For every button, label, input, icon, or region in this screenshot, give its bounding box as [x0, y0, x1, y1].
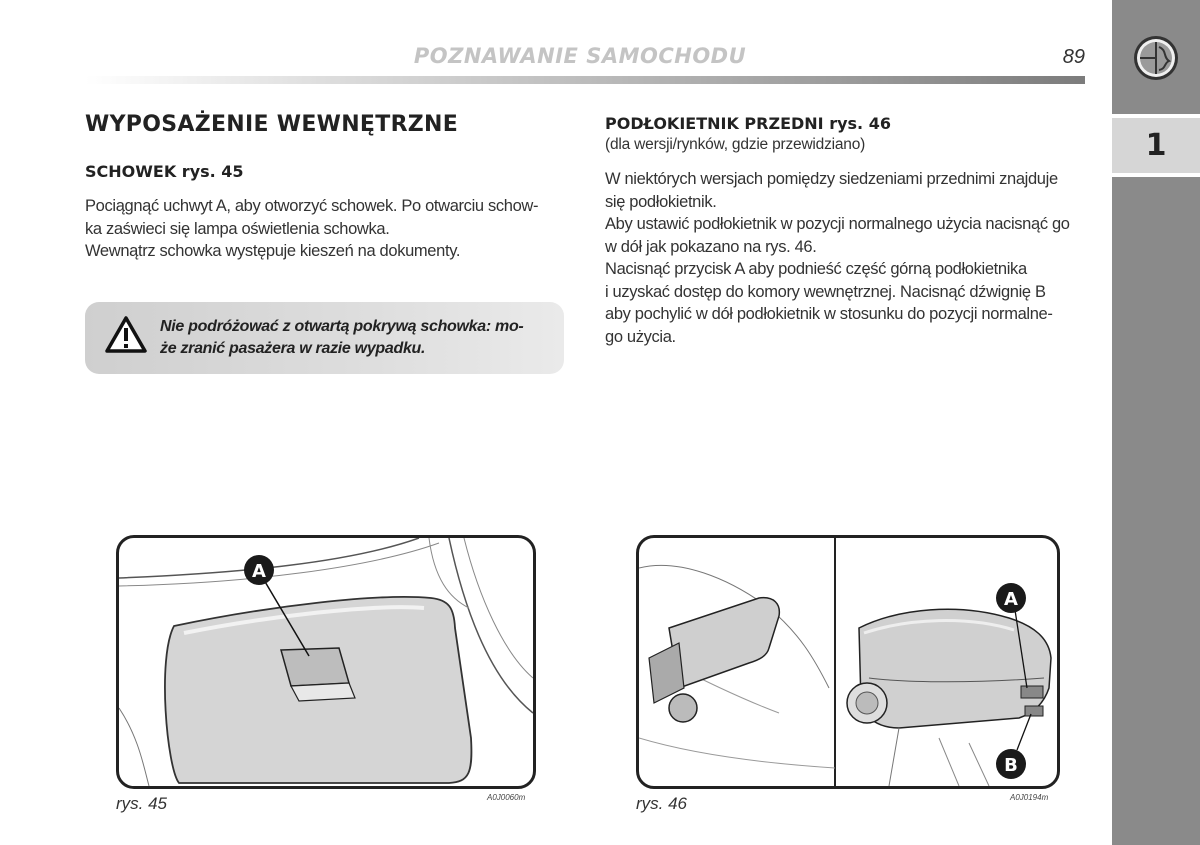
alfa-romeo-badge-icon [1133, 35, 1179, 81]
glovebox-paragraph [85, 195, 570, 263]
side-tab [1112, 0, 1200, 845]
text-line: się podłokietnik. [605, 192, 717, 211]
logo-box [1112, 0, 1200, 118]
figure-46 [636, 535, 1060, 789]
glovebox-illustration [119, 538, 533, 786]
text-line: w dół jak pokazano na rys. 46. [605, 237, 817, 256]
callout-b: B [1004, 755, 1018, 776]
text-line: Pociągnąć uchwyt A, aby otworzyć schowek. Po otwarciu schow- [85, 197, 539, 215]
chapter-number: 1 [1145, 128, 1167, 163]
armrest-illustration [639, 538, 1057, 786]
main-heading: WYPOSAŻENIE WEWNĘTRZNE [85, 112, 459, 137]
text-line: W niektórych wersjach pomiędzy siedzeniami przednimi znajduje [605, 170, 1058, 188]
warning-triangle-icon [105, 316, 147, 354]
section-title: POZNAWANIE SAMOCHODU [413, 44, 747, 68]
text-line: aby pochylić w dół podłokietnik w stosunku do pozycji normalne- [605, 305, 1053, 323]
callout-a: A [1004, 589, 1018, 610]
text-line: Nacisnąć przycisk A aby podnieść część górną podłokietnika [605, 260, 1027, 278]
callout-a: A [252, 561, 266, 582]
armrest-paragraph [605, 168, 1090, 348]
figure-45-code: A0J0060m [487, 793, 526, 802]
page-number: 89 [1062, 46, 1085, 68]
figure-45 [116, 535, 536, 789]
text-line: Nie podróżować z otwartą pokrywą schowka: mo- [160, 318, 524, 335]
armrest-note: (dla wersji/rynków, gdzie przewidziano) [605, 136, 866, 153]
figure-46-caption: rys. 46 [636, 794, 688, 813]
text-line: że zranić pasażera w razie wypadku. [160, 340, 426, 357]
chapter-tab [1112, 118, 1200, 177]
figure-46-code: A0J0194m [1010, 793, 1049, 802]
warning-box [85, 302, 564, 374]
text-line: i uzyskać dostęp do komory wewnętrznej. Nacisnąć dźwignię B [605, 282, 1046, 301]
glovebox-heading: SCHOWEK rys. 45 [85, 162, 244, 181]
text-line: Wewnątrz schowka występuje kieszeń na dokumenty. [85, 242, 461, 260]
header-rule [85, 76, 1085, 84]
text-line: Aby ustawić podłokietnik w pozycji normalnego użycia nacisnąć go [605, 215, 1070, 233]
text-line: ka zaświeci się lampa oświetlenia schowka. [85, 219, 390, 238]
warning-text [160, 316, 550, 360]
armrest-heading: PODŁOKIETNIK PRZEDNI rys. 46 [605, 114, 891, 133]
text-line: go użycia. [605, 327, 676, 346]
figure-45-caption: rys. 45 [116, 794, 168, 813]
